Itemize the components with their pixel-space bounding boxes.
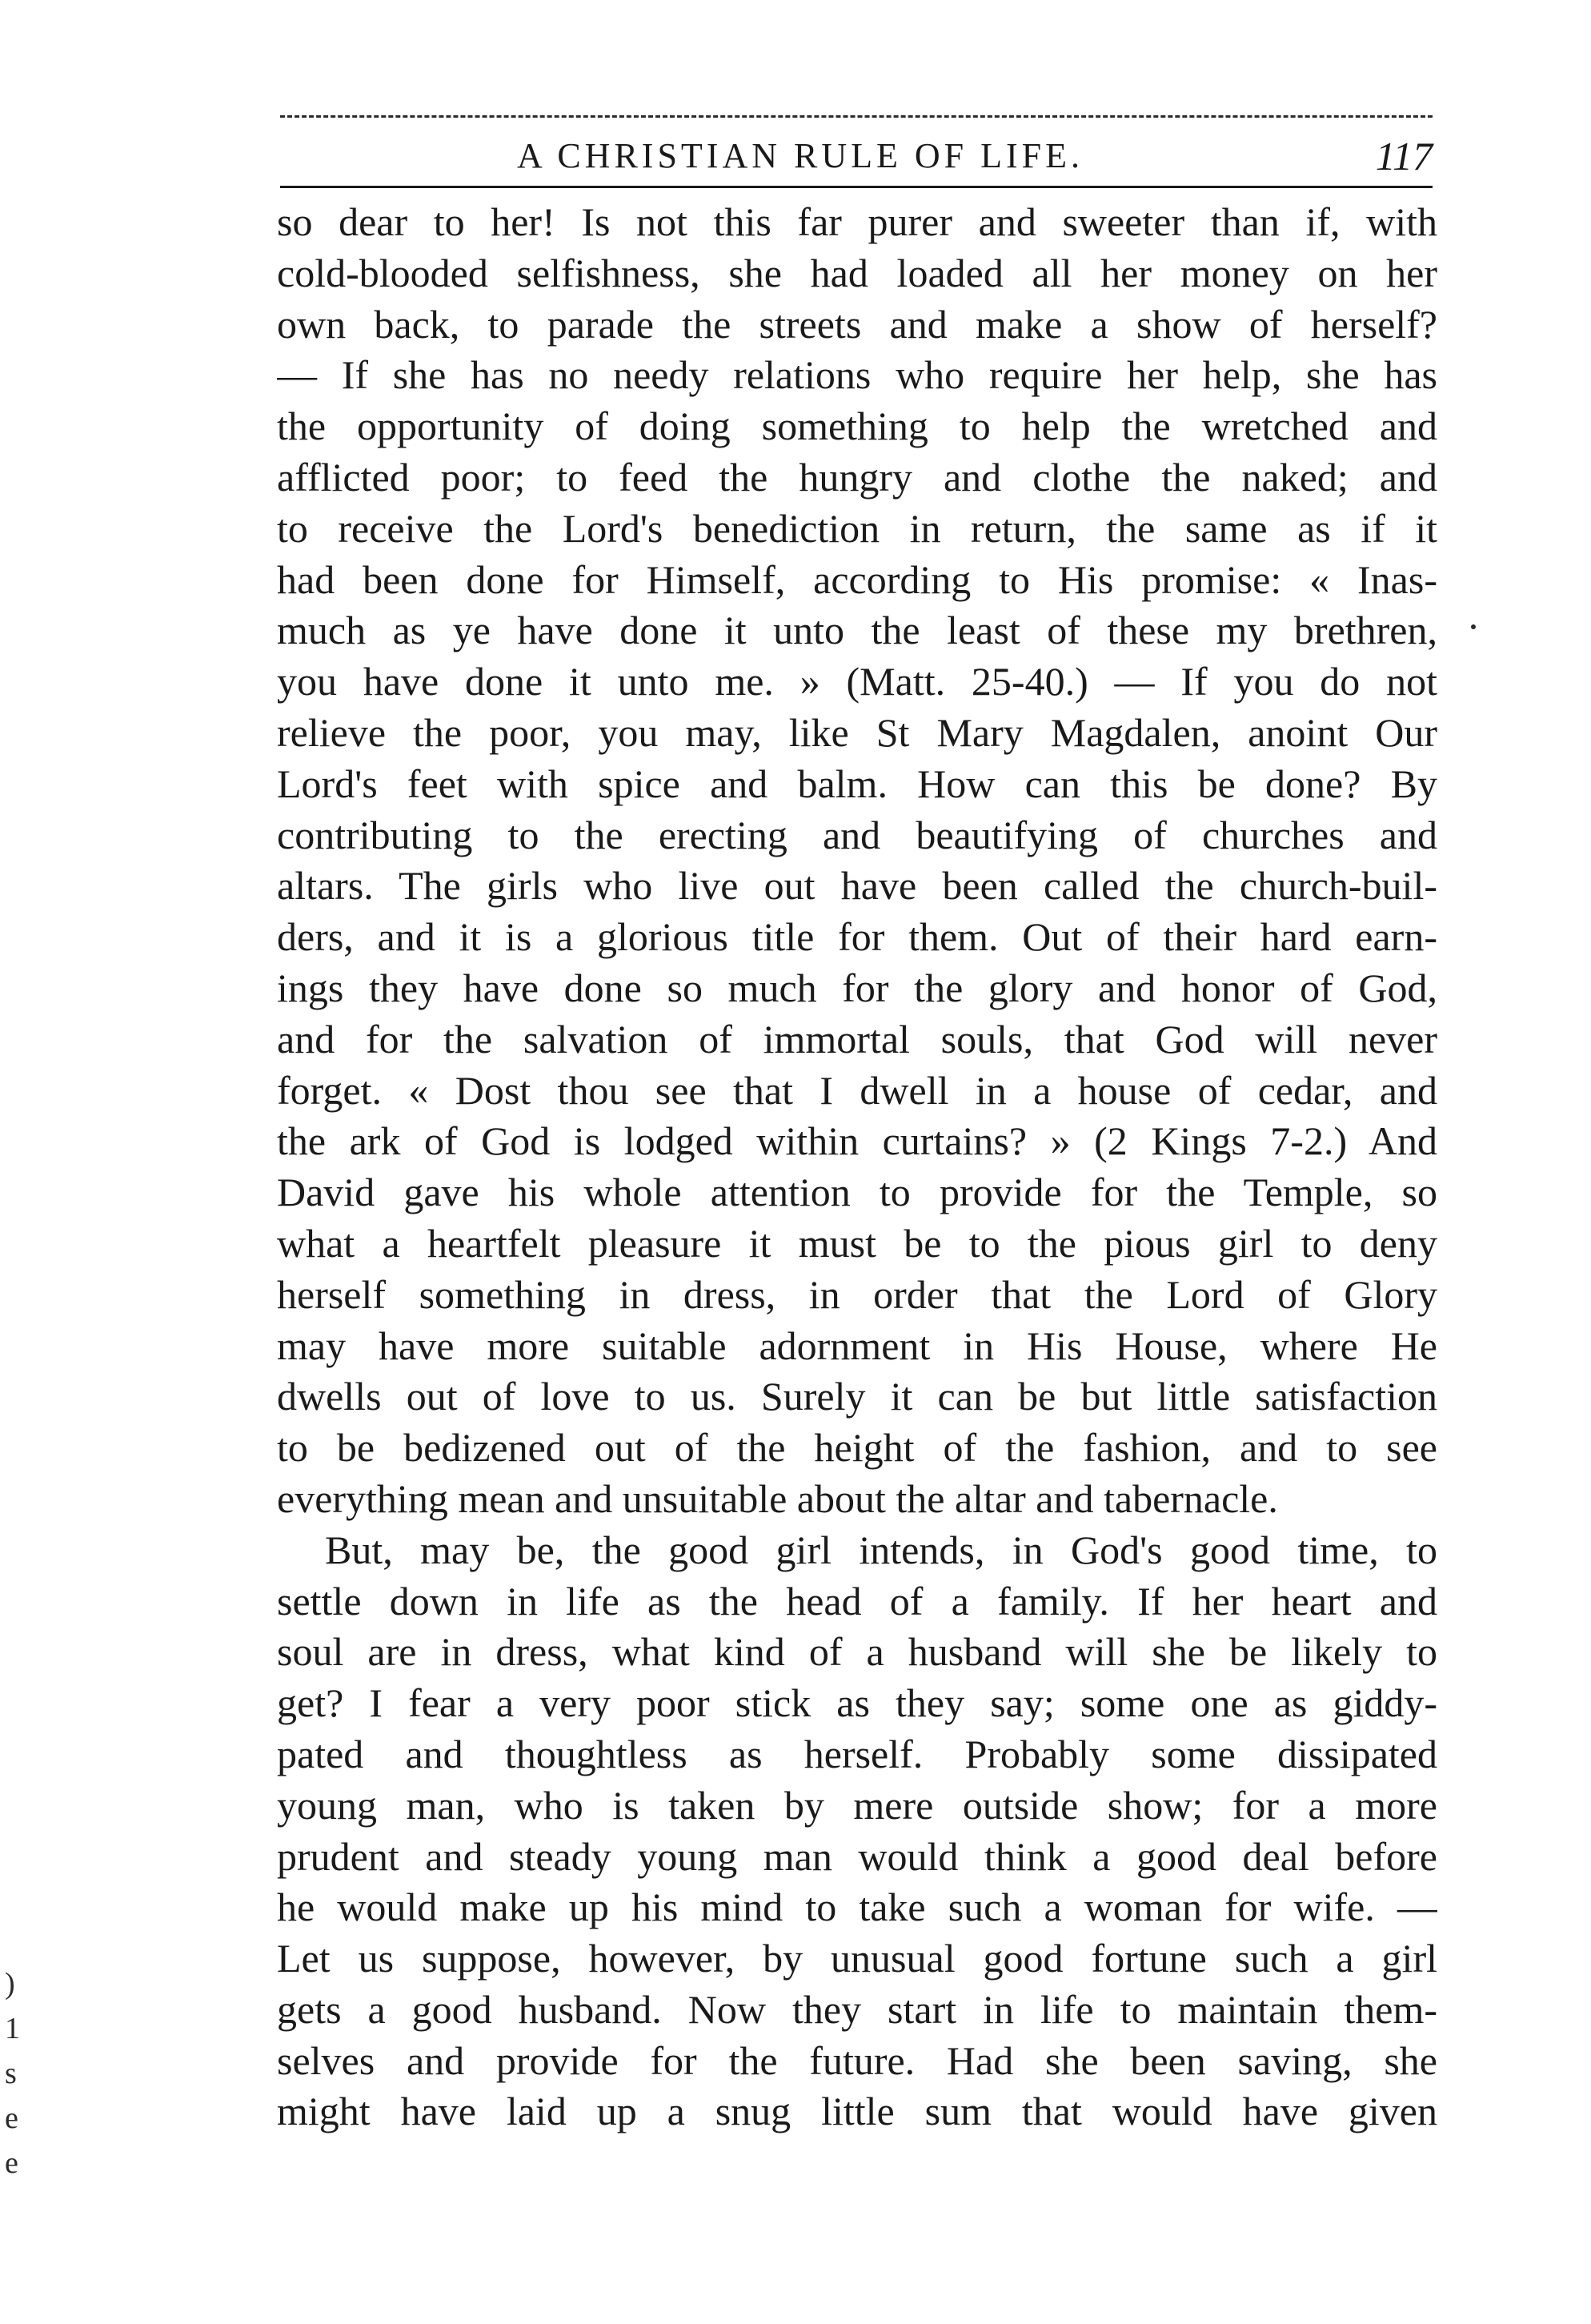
margin-glyph: 1 (5, 2012, 20, 2045)
text-line: herself something in dress, in order that the Lord of Glory (277, 1271, 1437, 1317)
text-line: — If she has no needy relations who require her help, she has (277, 352, 1437, 398)
text-line: the opportunity of doing something to help the wretched and (277, 403, 1437, 449)
page-number: 117 (1375, 134, 1433, 179)
text-line: gets a good husband. Now they start in life to maintain them- (277, 1986, 1437, 2032)
text-line: to receive the Lord's benediction in return, the same as if it (277, 505, 1437, 551)
margin-glyph: e (5, 2146, 18, 2180)
text-line: get? I fear a very poor stick as they say; some one as giddy- (277, 1680, 1437, 1726)
text-line: everything mean and unsuitable about the altar and tabernacle. (277, 1475, 1278, 1521)
head-rule (280, 186, 1433, 188)
margin-bleed-letters (0, 1961, 32, 2186)
text-line: ings they have done so much for the glory and honor of God, (277, 965, 1437, 1010)
text-line: settle down in life as the head of a family. If her heart and (277, 1578, 1437, 1624)
margin-glyph: ) (5, 1967, 15, 2001)
text-line: might have laid up a snug little sum that would have given (277, 2089, 1437, 2134)
text-line: prudent and steady young man would think a good deal before (277, 1833, 1437, 1879)
text-line: and for the salvation of immortal souls, that God will never (277, 1016, 1437, 1062)
text-line: cold-blooded selfishness, she had loaded all her money on her (277, 250, 1437, 295)
body-text (277, 197, 1437, 2137)
text-line: may have more suitable adornment in His House, where He (277, 1323, 1437, 1368)
text-line: soul are in dress, what kind of a husband will she be likely to (277, 1629, 1437, 1675)
text-line: afflicted poor; to feed the hungry and clothe the naked; and (277, 454, 1437, 500)
text-line: relieve the poor, you may, like St Mary Magdalen, anoint Our (277, 709, 1437, 755)
text-line: the ark of God is lodged within curtains? » (2 Kings 7-2.) And (277, 1118, 1437, 1164)
text-line: Lord's feet with spice and balm. How can this be done? By (277, 761, 1437, 806)
text-line: selves and provide for the future. Had she been saving, she (277, 2037, 1437, 2083)
text-line: David gave his whole attention to provide for the Temple, so (277, 1170, 1437, 1215)
running-title: A CHRISTIAN RULE OF LIFE. (516, 136, 1084, 175)
running-head (280, 130, 1433, 183)
text-line: you have done it unto me. » (Matt. 25-40.) — If you do not (277, 659, 1437, 704)
text-line: young man, who is taken by mere outside show; for a more (277, 1782, 1437, 1828)
text-line: to be bedizened out of the height of the fashion, and to see (277, 1425, 1437, 1471)
margin-dot (1471, 624, 1476, 629)
text-line: altars. The girls who live out have been called the church-buil- (277, 863, 1437, 909)
margin-glyph: e (5, 2101, 18, 2135)
text-line: he would make up his mind to take such a woman for wife. — (277, 1884, 1437, 1930)
margin-glyph: s (5, 2057, 17, 2090)
text-line: much as ye have done it unto the least of these my brethren, (277, 608, 1437, 653)
text-line: so dear to her! Is not this far purer and sweeter than if, with (277, 199, 1437, 244)
top-rule (280, 115, 1433, 118)
text-line: own back, to parade the streets and make a show of herself? (277, 301, 1437, 347)
text-line: ders, and it is a glorious title for them. Out of their hard earn- (277, 914, 1437, 960)
text-line: pated and thoughtless as herself. Probably some dissipated (277, 1731, 1437, 1776)
text-line: contributing to the erecting and beautifying of churches and (277, 812, 1437, 857)
text-line: dwells out of love to us. Surely it can be but little satisfaction (277, 1374, 1437, 1419)
text-line: what a heartfelt pleasure it must be to the pious girl to deny (277, 1220, 1437, 1266)
text-line: But, may be, the good girl intends, in God's good time, to (325, 1527, 1437, 1572)
text-line: forget. « Dost thou see that I dwell in a house of cedar, and (277, 1067, 1437, 1113)
text-line: Let us suppose, however, by unusual good fortune such a girl (277, 1936, 1437, 1981)
text-line: had been done for Himself, according to His promise: « Inas- (277, 556, 1437, 602)
